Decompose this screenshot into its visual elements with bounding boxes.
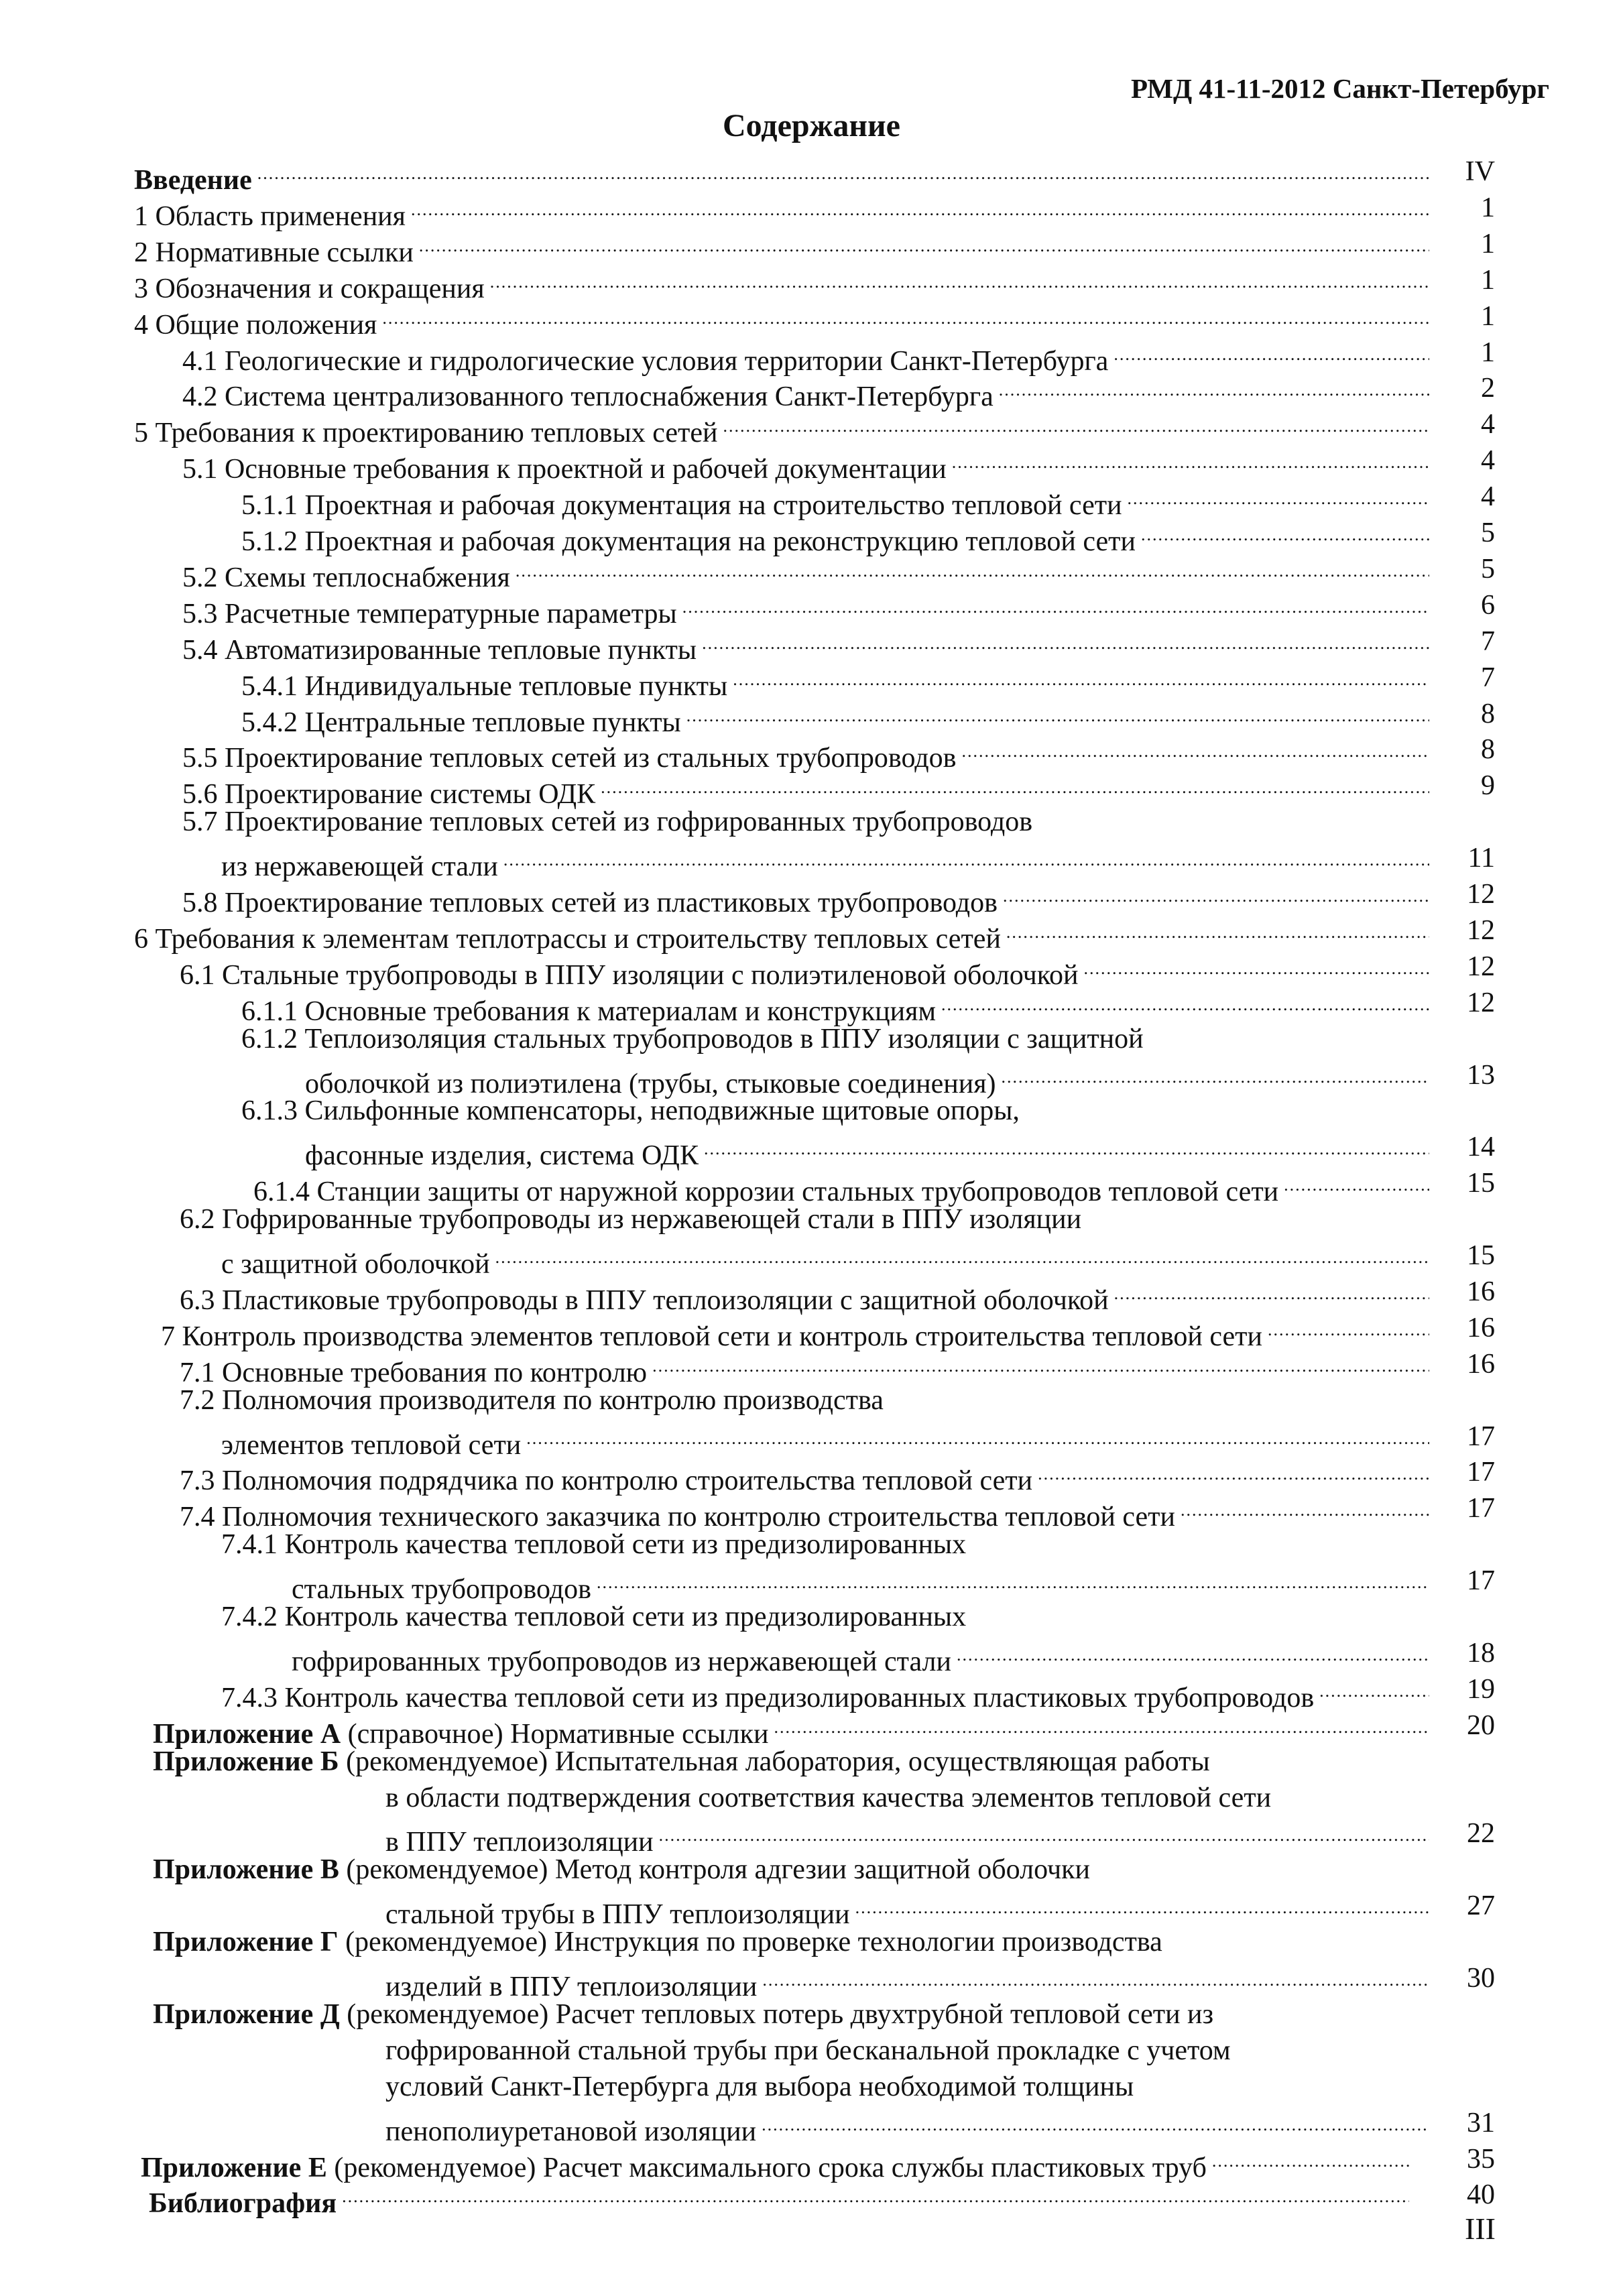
toc-entry — [221, 841, 1435, 882]
toc-entry-title: 6.3 Пластиковые трубопроводы в ППУ теплоизоляции с защитной оболочкой — [180, 1285, 1109, 1316]
toc-page-number: 5 — [1481, 518, 1495, 548]
toc-entry — [180, 1455, 1435, 1496]
toc-entry-title: 3 Обозначения и сокращения — [134, 274, 485, 304]
toc-entry — [292, 1563, 1435, 1605]
dot-leader — [1038, 1455, 1429, 1490]
toc-entry — [182, 552, 1435, 593]
toc-page-number: 1 — [1481, 192, 1495, 223]
toc-page-number: 12 — [1467, 915, 1495, 946]
toc-entry — [180, 949, 1435, 991]
toc-entry-text — [221, 1599, 966, 1634]
toc-entry — [385, 1961, 1435, 2002]
toc-entry-title: 4.1 Геологические и гидрологические условия территории Санкт-Петербурга — [182, 346, 1109, 377]
toc-entry-text — [153, 1997, 1213, 2032]
toc-entry-title: фасонные изделия, система ОДК — [305, 1140, 699, 1171]
toc-page-number: 12 — [1467, 879, 1495, 910]
toc-entry-title: элементов тепловой сети — [221, 1430, 522, 1461]
toc-page-number: 35 — [1467, 2144, 1495, 2175]
toc-entry-title: оболочкой из полиэтилена (трубы, стыковые соединения) — [305, 1069, 996, 1099]
toc-entry — [182, 768, 1435, 810]
toc-entry — [221, 1527, 1475, 1562]
toc-entry — [385, 1780, 1475, 1815]
dot-leader — [1002, 1058, 1429, 1093]
toc-entry-title: 7.4.1 Контроль качества тепловой сети из предизолированных — [221, 1529, 967, 1560]
page-number: III — [1465, 2212, 1496, 2246]
dot-leader — [495, 1238, 1429, 1273]
toc-entry-title: 6.1.2 Теплоизоляция стальных трубопроводов в ППУ изоляции с защитной — [241, 1024, 1144, 1054]
toc-entry-label: Приложение Е — [141, 2153, 327, 2183]
toc-entry-title: 6.1.4 Станции защиты от наружной коррозии стальных трубопроводов тепловой сети — [253, 1176, 1279, 1207]
toc-page-number: 9 — [1481, 770, 1495, 801]
dot-leader — [419, 227, 1429, 261]
toc-entry-title: 5.4 Автоматизированные тепловые пункты — [182, 635, 697, 666]
toc-entry-label: Приложение Д — [153, 1999, 340, 2030]
toc-page-number: 30 — [1467, 1963, 1495, 1994]
toc-page-number: 16 — [1467, 1313, 1495, 1343]
dot-leader — [1268, 1311, 1429, 1345]
toc-entry — [182, 588, 1435, 629]
toc-page-number: 4 — [1481, 481, 1495, 512]
dot-leader — [762, 1961, 1429, 1996]
toc-entry-text — [153, 1744, 1210, 1779]
toc-entry — [253, 1166, 1435, 1207]
toc-entry — [153, 1925, 1475, 1959]
dot-leader — [941, 985, 1429, 1020]
dot-leader — [999, 371, 1429, 406]
toc-entry — [182, 335, 1435, 377]
toc-entry — [153, 1708, 1435, 1750]
dot-leader — [342, 2177, 1409, 2212]
toc-entry — [241, 985, 1435, 1027]
toc-entry — [134, 263, 1435, 304]
toc-entry-title: 5.1.2 Проектная и рабочая документация на реконструкцию тепловой сети — [241, 526, 1136, 557]
toc-page-number: 40 — [1467, 2179, 1495, 2210]
dot-leader — [1212, 2142, 1409, 2177]
toc-entry — [141, 2142, 1415, 2183]
dot-leader — [597, 1563, 1429, 1598]
toc-entry-title: в области подтверждения соответствия качества элементов тепловой сети — [385, 1783, 1272, 1813]
toc-entry-title: гофрированных трубопроводов из нержавеющей стали — [292, 1646, 951, 1677]
toc-entry-title: 5.7 Проектирование тепловых сетей из гофрированных трубопроводов — [182, 806, 1033, 837]
toc-page-number: 19 — [1467, 1674, 1495, 1705]
toc-entry — [221, 1599, 1475, 1634]
toc-page-number: 13 — [1467, 1060, 1495, 1091]
toc-entry — [305, 1058, 1435, 1099]
dot-leader — [659, 1816, 1429, 1851]
toc-entry — [180, 1347, 1435, 1388]
toc-entry-title: в ППУ теплоизоляции — [385, 1827, 654, 1858]
dot-leader — [1284, 1166, 1429, 1201]
toc-entry — [182, 877, 1435, 918]
dot-leader — [1128, 479, 1429, 514]
toc-entry-title: 7.2 Полномочия производителя по контролю производства — [180, 1385, 884, 1416]
toc-entry-title: 7.4 Полномочия технического заказчика по контролю строительства тепловой сети — [180, 1502, 1175, 1532]
toc-entry-label: Приложение А — [153, 1719, 341, 1750]
toc-page-number: 4 — [1481, 445, 1495, 476]
toc-entry-title: 5.1 Основные требования к проектной и рабочей документации — [182, 454, 947, 485]
toc-entry-text — [385, 1780, 1271, 1815]
dot-leader — [855, 1888, 1429, 1923]
toc-entry — [385, 1816, 1435, 1858]
toc-entry-title: 1 Область применения — [134, 201, 406, 232]
toc-entry — [221, 1419, 1435, 1461]
toc-page-number: 31 — [1467, 2108, 1495, 2138]
dot-leader — [774, 1708, 1430, 1743]
toc-entry-title: 5.2 Схемы теплоснабжения — [182, 562, 510, 593]
dot-leader — [762, 2106, 1429, 2140]
toc-entry-text — [153, 1852, 1090, 1887]
toc-entry-label: Библиография — [149, 2188, 337, 2219]
toc-entry — [134, 299, 1435, 341]
toc-entry-label: Введение — [134, 165, 252, 196]
toc-entry-title: (справочное) Нормативные ссылки — [341, 1719, 769, 1750]
toc-entry — [182, 624, 1435, 666]
toc-entry — [182, 732, 1435, 774]
toc-page-number: 8 — [1481, 734, 1495, 765]
toc-entry-title: 6 Требования к элементам теплотрассы и строительству тепловых сетей — [134, 924, 1001, 955]
toc-entry-title: 6.1.3 Сильфонные компенсаторы, неподвижные щитовые опоры, — [241, 1095, 1020, 1126]
toc-page-number: 17 — [1467, 1457, 1495, 1488]
toc-entry-title: (рекомендуемое) Испытательная лаборатория, осуществляющая работы — [339, 1746, 1210, 1777]
toc-page-number: 7 — [1481, 662, 1495, 693]
toc-entry-title: (рекомендуемое) Метод контроля адгезии защитной оболочки — [339, 1854, 1090, 1885]
toc-page-number: 17 — [1467, 1565, 1495, 1596]
toc-entry — [385, 1888, 1435, 1930]
dot-leader — [1319, 1672, 1429, 1707]
toc-entry — [180, 1202, 1475, 1237]
toc-page-number: 1 — [1481, 265, 1495, 296]
toc-entry — [241, 697, 1435, 738]
toc-entry — [241, 1022, 1475, 1056]
dot-leader — [1114, 335, 1429, 370]
dot-leader — [516, 552, 1429, 587]
toc-entry-label: Приложение Б — [153, 1746, 339, 1777]
toc-entry-title: 7.3 Полномочия подрядчика по контролю строительства тепловой сети — [180, 1465, 1033, 1496]
toc-entry-title: (рекомендуемое) Расчет максимального срока службы пластиковых труб — [326, 2153, 1207, 2183]
toc-entry-title: 5.4.1 Индивидуальные тепловые пункты — [241, 671, 728, 702]
toc-entry-label: Приложение В — [153, 1854, 339, 1885]
toc-entry — [182, 804, 1475, 839]
toc-entry — [182, 371, 1435, 412]
toc-entry-title: 5.8 Проектирование тепловых сетей из пластиковых трубопроводов — [182, 888, 998, 918]
toc-entry-title: 6.1.1 Основные требования к материалам и конструкциям — [241, 996, 937, 1027]
toc-entry-title: 7.4.2 Контроль качества тепловой сети из предизолированных — [221, 1602, 967, 1632]
toc-page-number: 1 — [1481, 301, 1495, 332]
toc-page-number: 15 — [1467, 1168, 1495, 1199]
toc-page-number: 16 — [1467, 1276, 1495, 1307]
toc-entry — [180, 1274, 1435, 1316]
toc-page-number: 12 — [1467, 951, 1495, 982]
toc-page-number: 15 — [1467, 1240, 1495, 1271]
toc-page-number: 1 — [1481, 229, 1495, 259]
dot-leader — [411, 190, 1429, 225]
toc-entry — [221, 1238, 1435, 1280]
toc-entry — [180, 1383, 1475, 1418]
dot-leader — [601, 768, 1429, 803]
toc-page-number: 11 — [1467, 843, 1495, 873]
toc-entry — [153, 1852, 1475, 1887]
toc-page-number: 20 — [1467, 1710, 1495, 1741]
dot-leader — [652, 1347, 1429, 1382]
toc-entry — [385, 2033, 1475, 2068]
toc-entry-title: 7.1 Основные требования по контролю — [180, 1357, 648, 1388]
dot-leader — [382, 299, 1429, 334]
toc-entry — [241, 479, 1435, 521]
dot-leader — [1003, 877, 1429, 912]
toc-entry-title: 5.5 Проектирование тепловых сетей из стальных трубопроводов — [182, 743, 957, 774]
toc-entry-title: 6.2 Гофрированные трубопроводы из нержавеющей стали в ППУ изоляции — [180, 1204, 1082, 1235]
toc-entry-title: гофрированной стальной трубы при бесканальной прокладке с учетом — [385, 2035, 1231, 2066]
dot-leader — [723, 407, 1429, 442]
toc-page-number: 14 — [1467, 1132, 1495, 1162]
toc-entry-title: 5.1.1 Проектная и рабочая документация на строительство тепловой сети — [241, 490, 1122, 521]
dot-leader — [952, 443, 1429, 478]
toc-entry-title: изделий в ППУ теплоизоляции — [385, 1972, 758, 2002]
toc-entry-text — [221, 1527, 966, 1562]
toc-page-number: 5 — [1481, 554, 1495, 585]
toc-page-number: 2 — [1481, 373, 1495, 404]
toc-page-number: 27 — [1467, 1890, 1495, 1921]
toc-entry-title: 5 Требования к проектированию тепловых сетей — [134, 418, 718, 448]
toc-page-number: IV — [1465, 156, 1495, 187]
toc-entry-title: 5.3 Расчетные температурные параметры — [182, 599, 677, 629]
toc-entry — [221, 1672, 1435, 1713]
toc-entry-title: 4 Общие положения — [134, 310, 377, 341]
toc-page-number: 4 — [1481, 409, 1495, 440]
toc-entry-title: 6.1 Стальные трубопроводы в ППУ изоляции с полиэтиленовой оболочкой — [180, 960, 1079, 991]
toc-entry-title: условий Санкт-Петербурга для выбора необходимой толщины — [385, 2071, 1134, 2102]
toc-entry-text — [180, 1202, 1081, 1237]
toc-entry-title: (рекомендуемое) Инструкция по проверке технологии производства — [338, 1927, 1162, 1957]
toc-entry-title: стальной трубы в ППУ теплоизоляции — [385, 1899, 850, 1930]
toc-entry — [385, 2106, 1435, 2147]
toc-entry — [134, 190, 1435, 232]
dot-leader — [257, 154, 1429, 189]
dot-leader — [490, 263, 1429, 298]
toc-page-number: 6 — [1481, 590, 1495, 621]
toc-entry-text — [182, 804, 1032, 839]
dot-leader — [1084, 949, 1429, 984]
toc-entry — [153, 1744, 1475, 1779]
toc-entry-title: (рекомендуемое) Расчет тепловых потерь двухтрубной тепловой сети из — [339, 1999, 1214, 2030]
toc-page-number: 17 — [1467, 1421, 1495, 1452]
toc-entry-text — [385, 2069, 1134, 2104]
toc-entry — [182, 443, 1435, 485]
toc-entry-title: пенополиуретановой изоляции — [385, 2116, 757, 2147]
toc-entry — [134, 154, 1435, 196]
toc-entry — [134, 227, 1435, 268]
toc-entry-title: из нержавеющей стали — [221, 851, 498, 882]
toc-entry — [134, 407, 1435, 448]
dot-leader — [1006, 913, 1429, 948]
toc-entry-label: Приложение Г — [153, 1927, 339, 1957]
toc-page-number: 7 — [1481, 626, 1495, 657]
dot-leader — [733, 660, 1429, 695]
dot-leader — [961, 732, 1429, 767]
dot-leader — [503, 841, 1429, 875]
dot-leader — [1181, 1491, 1429, 1526]
toc-entry — [153, 1997, 1475, 2032]
toc-entry-title: 4.2 Система централизованного теплоснабжения Санкт-Петербурга — [182, 381, 994, 412]
toc-entry-text — [241, 1022, 1144, 1056]
toc-entry-text — [180, 1383, 884, 1418]
document-code: РМД 41-11-2012 Санкт-Петербург — [1131, 73, 1549, 104]
toc-entry — [180, 1491, 1435, 1532]
toc-entry — [161, 1311, 1435, 1352]
toc-entry-title: 2 Нормативные ссылки — [134, 237, 414, 268]
toc-entry — [241, 516, 1435, 557]
toc-entry-text — [385, 2033, 1231, 2068]
dot-leader — [704, 1130, 1429, 1164]
toc-page-number: 12 — [1467, 987, 1495, 1018]
toc-entry — [241, 1093, 1475, 1128]
page-title: Содержание — [723, 108, 900, 143]
toc-entry-title: 5.4.2 Центральные тепловые пункты — [241, 707, 681, 738]
toc-entry-title: с защитной оболочкой — [221, 1249, 490, 1280]
dot-leader — [1141, 516, 1429, 550]
toc-page-number: 16 — [1467, 1349, 1495, 1380]
toc-entry-text — [241, 1093, 1020, 1128]
toc-page-number: 1 — [1481, 337, 1495, 368]
toc-entry-text — [149, 2186, 337, 2221]
toc-entry-title: 7 Контроль производства элементов тепловой сети и контроль строительства тепловой сети — [161, 1321, 1263, 1352]
dot-leader — [1114, 1274, 1429, 1309]
dot-leader — [702, 624, 1429, 659]
dot-leader — [957, 1636, 1429, 1671]
toc-entry-title: стальных трубопроводов — [292, 1574, 591, 1605]
toc-entry — [292, 1636, 1435, 1677]
toc-page-number: 18 — [1467, 1638, 1495, 1669]
toc-page-number: 8 — [1481, 699, 1495, 729]
dot-leader — [686, 697, 1429, 731]
toc-entry — [134, 913, 1435, 955]
toc-entry — [305, 1130, 1435, 1171]
toc-entry — [241, 660, 1435, 702]
toc-entry — [149, 2177, 1415, 2219]
toc-entry-title: 7.4.3 Контроль качества тепловой сети из предизолированных пластиковых трубопроводов — [221, 1683, 1315, 1713]
toc-page-number: 22 — [1467, 1818, 1495, 1849]
dot-leader — [526, 1419, 1429, 1454]
toc-entry-text — [153, 1925, 1162, 1959]
toc-entry — [385, 2069, 1475, 2104]
toc-entry-title: 5.6 Проектирование системы ОДК — [182, 779, 596, 810]
toc-page-number: 17 — [1467, 1493, 1495, 1524]
dot-leader — [682, 588, 1429, 623]
